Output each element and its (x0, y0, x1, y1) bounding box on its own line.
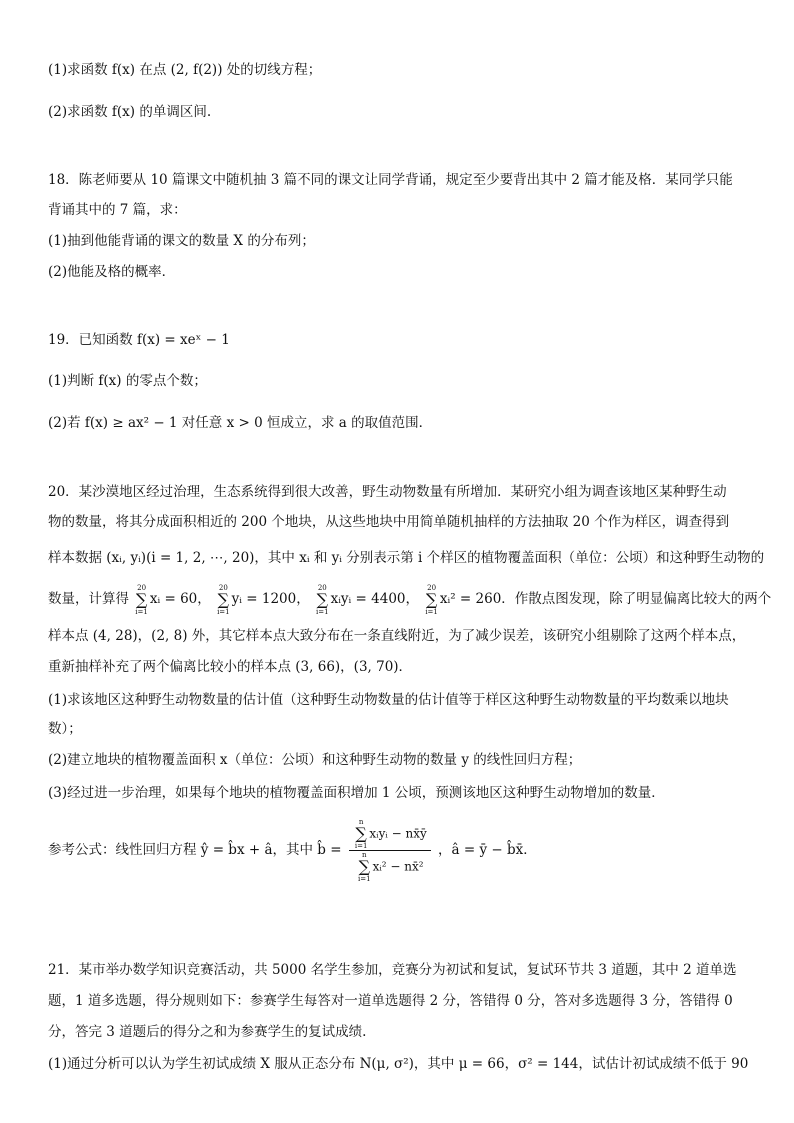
sum-xy-symbol: 20 ∑ i=1 (316, 583, 329, 616)
ref-formula-intro: 参考公式：线性回归方程 ŷ = b̂x + â，其中 b̂ = (48, 842, 342, 858)
b-hat-numerator: n ∑ i=1 xᵢyᵢ − nx̄ȳ (349, 818, 431, 851)
q18-stem-line2: 背诵其中的 7 篇，求： (48, 202, 187, 218)
q17-part2: (2)求函数 f(x) 的单调区间. (48, 104, 212, 120)
q20-line4-sums (48, 582, 771, 616)
q21-line1: 21．某市举办数学知识竞赛活动，共 5000 名学生参加，竞赛分为初试和复试，复试环节共 3 道题，其中 2 道单选 (48, 962, 737, 978)
q20-line2: 物的数量，将其分成面积相近的 200 个地块，从这些地块中用简单随机抽样的方法抽取 20 个作为样区，调查得到 (48, 514, 730, 530)
b-hat-denominator: n ∑ i=1 xᵢ² − nx̄² (358, 851, 424, 883)
sum-xy-text: xᵢyᵢ = 4400， (330, 591, 420, 607)
q20-part1-line2: 数）； (48, 721, 82, 737)
q21-part1: (1)通过分析可以认为学生初试成绩 X 服从正态分布 N(μ, σ²)，其中 μ = 66，σ² = 144，试估计初试成绩不低于 90 (48, 1056, 749, 1072)
q20-part2: (2)建立地块的植物覆盖面积 x（单位：公顷）和这种野生动物的数量 y 的线性回归方程； (48, 752, 582, 768)
q21-line3: 分，答完 3 道题后的得分之和为参赛学生的复试成绩. (48, 1024, 367, 1040)
sum-x-text: xᵢ = 60， (149, 591, 211, 607)
q17-part1: (1)求函数 f(x) 在点 (2, f(2)) 处的切线方程； (48, 62, 322, 78)
sum-x2-symbol: 20 ∑ i=1 (425, 583, 438, 616)
q20-part1-line1: (1)求该地区这种野生动物数量的估计值（这种野生动物数量的估计值等于样区这种野生动物数量的平均数乘以地块 (48, 692, 729, 708)
q18-stem-line1: 18．陈老师要从 10 篇课文中随机抽 3 篇不同的课文让同学背诵，规定至少要背出其中 2 篇才能及格．某同学只能 (48, 172, 733, 188)
q20-line5: 样本点 (4, 28)，(2, 8) 外，其它样本点大致分布在一条直线附近，为了减少误差，该研究小组剔除了这两个样本点， (48, 628, 746, 644)
sum-y-symbol: 20 ∑ i=1 (217, 583, 230, 616)
q20-reference-formula (48, 818, 537, 883)
q21-line2: 题，1 道多选题，得分规则如下：参赛学生每答对一道单选题得 2 分，答错得 0 分，答对多选题得 3 分，答错得 0 (48, 993, 733, 1009)
q20-line6: 重新抽样补充了两个偏离比较小的样本点 (3, 66)，(3, 70)． (48, 659, 413, 675)
q20-line3: 样本数据 (xᵢ, yᵢ)(i = 1, 2, ⋯, 20)，其中 xᵢ 和 yᵢ 分别表示第 i 个样区的植物覆盖面积（单位：公顷）和这种野生动物的 (48, 550, 765, 566)
q20-part3: (3)经过进一步治理，如果每个地块的植物覆盖面积增加 1 公顷，预测该地区这种野生动物增加的数量． (48, 785, 665, 801)
b-hat-fraction (349, 818, 431, 883)
q18-part2: (2)他能及格的概率． (48, 264, 176, 280)
q18-part1: (1)抽到他能背诵的课文的数量 X 的分布列； (48, 233, 315, 249)
sum-y-text: yᵢ = 1200， (231, 591, 310, 607)
sum-x2-text: xᵢ² = 260．作散点图发现，除了明显偏离比较大的两个 (439, 591, 772, 607)
q19-part2: (2)若 f(x) ≥ ax² − 1 对任意 x > 0 恒成立，求 a 的取值范围． (48, 415, 433, 431)
q20-line1: 20．某沙漠地区经过治理，生态系统得到很大改善，野生动物数量有所增加．某研究小组为调查该地区某种野生动 (48, 484, 727, 500)
q19-stem: 19．已知函数 f(x) = xeˣ − 1 (48, 332, 230, 348)
q20-sum-intro: 数量，计算得 (48, 591, 129, 607)
sum-x-symbol: 20 ∑ i=1 (135, 583, 148, 616)
q19-part1: (1)判断 f(x) 的零点个数； (48, 373, 207, 389)
ref-formula-a-hat: ，â = ȳ − b̂x̄． (438, 842, 537, 858)
